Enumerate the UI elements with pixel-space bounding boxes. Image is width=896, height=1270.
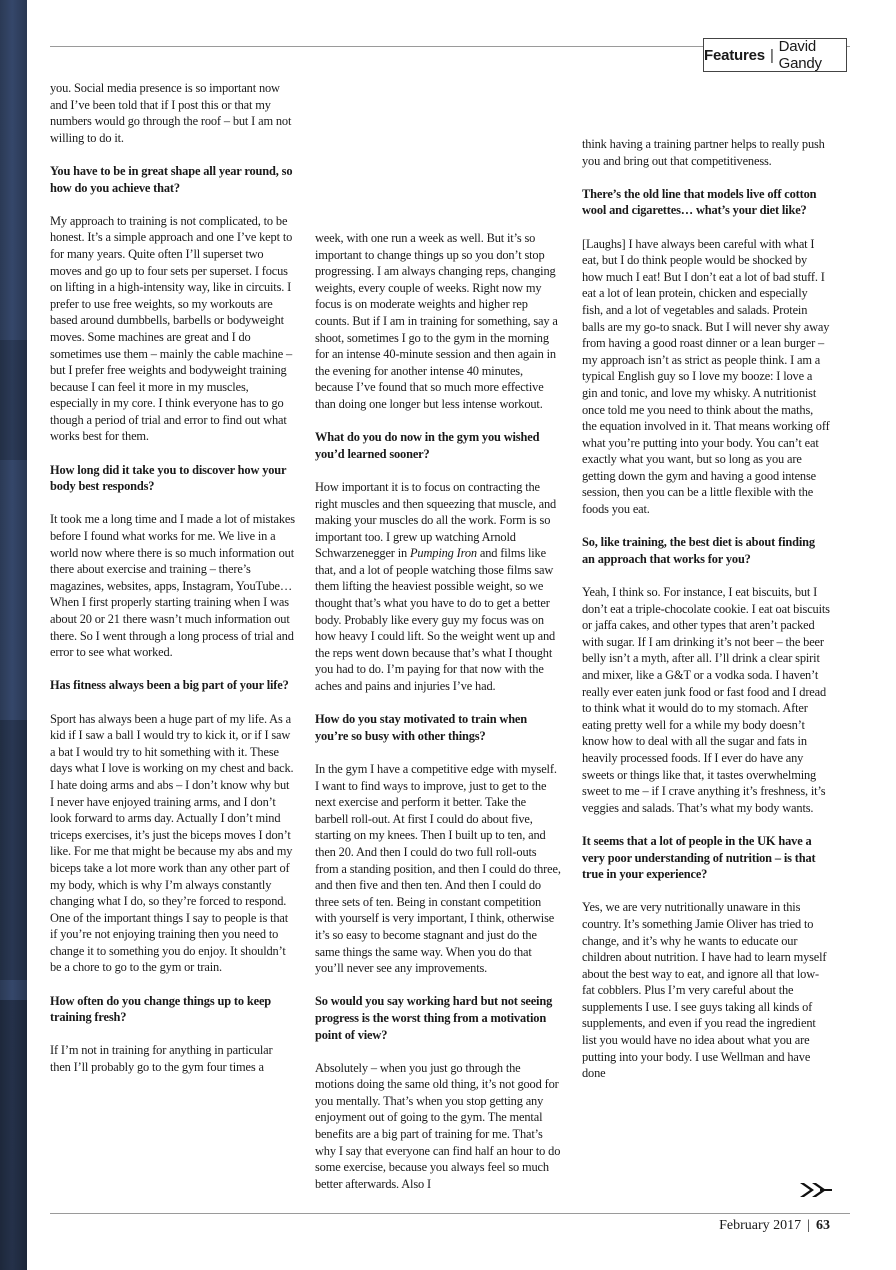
section-header (703, 38, 847, 72)
interview-answer: week, with one run a week as well. But it’s so important to change things up so you don’t stop progressing. I am always changing reps, changing weights, every couple of weeks. Right now my focus is on moderate weights and higher rep counts. But if I am in training for something, say a shoot, sometimes I go to the gym in the morning for an intense 40-minute session and then again in the evening for another intense 40 minutes, because I’ve found that so much more effective than doing one longer but less intense workout. (315, 231, 558, 411)
cover-photo-edge (0, 0, 27, 1270)
interview-answer: Yes, we are very nutritionally unaware in this country. It’s something Jamie Oliver has tried to change, and it’s why he wants to educate our children about nutrition. I have had to learn myself about the best way to eat, and ignore all that low-fat cobblers. Plus I’m very careful about the supplements I use. I see guys taking all kinds of supplements, and even if you read the ingredient list you would have no idea about what you are putting into your body. I use Wellman and have done (582, 900, 827, 1081)
interview-answer: My approach to training is not complicated, to be honest. It’s a simple approach and one I’ve kept to for many years. Quite often I’ll superset two moves and go up to four sets per superset. I focus on lifting in a high-intensity way, like in circuits. I prefer to use free weights, so my workouts are based around dumbbells, barbells or bodyweight moves. Some machines are great and I do sometimes use them – mainly the cable machine – but I prefer free weights and bodyweight training because I can feel it more in my muscles, especially in my core. I think everyone has to go though a period of trial and error to find out what works best for them. (50, 213, 293, 444)
interview-question: Has fitness always been a big part of your life? (50, 678, 289, 693)
interview-question: What do you do now in the gym you wished you’d learned sooner? (315, 430, 540, 461)
interview-answer: [Laughs] I have always been careful with what I eat, but I do think people would be shocked by how much I eat! But I don’t eat a lot of bad stuff. I eat a lot of lean protein, chicken and especially fish, and a lot of vegetables and salads. Protein balls are my go-to snack. But I will never shy away from having a good roast dinner or a lean burger – my approach isn’t as strict as people think. I am a typical English guy so I love my booze: I love a gin and tonic, and love my whisky. A nutritionist once told me you need to think about the maths, the equation involved in it. That means working off what you’re putting into your body. You can’t eat exactly what you want, but so long as you are getting down the gym and having a good intense session, then you can be a little flexible with the foods you eat. (582, 236, 830, 517)
continue-arrow-icon (798, 1180, 834, 1200)
interview-answer: How important it is to focus on contracting the right muscles and then squeezing that muscle, and making your muscles do all the work. Form is so important too. I grew up watching Arnold Schwarzenegger in Pumping Iron and films like that, and a lot of people watching those films saw them lifting the heaviest possible weight, so we thought that’s what you have to do to get a better body. Probably like every guy my focus was on how heavy I could lift. So the weight went up and the reps went down because that’s what I thought you had to do. I’m paying for that now with the aches and pains and injuries I’ve had. (315, 479, 557, 694)
issue-date: February 2017 (719, 1218, 802, 1233)
column-2 (315, 230, 561, 1209)
interview-answer: you. Social media presence is so important now and I’ve been told that if I post this or that my numbers would go through the roof – but I am not willing to do it. (50, 81, 292, 145)
interview-answer: In the gym I have a competitive edge with myself. I want to find ways to improve, just to get to the next exercise and perform it better. Take the barbell roll-out. At first I could do about five, starting on my knees. Then I built up to ten, and then 20. And then I could do two full roll-outs from a standing position, and then I could do three, and then five and then ten. And then I could do three sets of ten. Being in constant competition with yourself is very important, I think, otherwise it’s so easy to become stagnant and just do the same things the same way. When you do that you’ll never see any improvements. (315, 762, 561, 976)
interview-question: So would you say working hard but not seeing progress is the worst thing from a motivation point of view? (315, 994, 553, 1042)
column-3 (582, 136, 830, 1098)
interview-answer: It took me a long time and I made a lot of mistakes before I found what works for me. We live in a world now where there is so much information out there about exercise and training – there’s magazines, websites, apps, Instagram, YouTube… When I first properly starting training when I was about 20 or 21 there wasn’t much information out there. So I went through a long process of trial and error to see what worked. (50, 512, 295, 660)
interview-answer: Absolutely – when you just go through the motions doing the same old thing, it’s not good for you mentally. That’s when you stop getting any enjoyment out of going to the gym. The mental benefits are a big part of training for me. That’s why I say that everyone can find half an hour to do some exercise, because you always feel so much better afterwards. Also I (315, 1060, 561, 1191)
interview-question: You have to be in great shape all year round, so how do you achieve that? (50, 163, 293, 195)
footer-separator: | (807, 1218, 810, 1233)
interview-answer: Sport has always been a huge part of my life. As a kid if I saw a ball I would try to kick it, or if I saw a bat I would try to hit something with it. These days what I love is working on my chest and back. I hate doing arms and abs – I don’t know why but I never have enjoyed training arms, and I don’t look forward to arms day. Actually I don’t mind triceps exercises, it’s just the biceps moves I don’t like. For me that might be because my abs and my biceps take a lot more work than any other part of my body, which is why I’m always constantly changing what I do, so they’re forced to respond. One of the important things I say to people is that if you’re not enjoying training then you need to change it to something you do enjoy. It shouldn’t be a chore to go to the gym or train. (50, 711, 294, 975)
interview-question: So, like training, the best diet is about finding an approach that works for you? (582, 535, 815, 566)
interview-answer: Yeah, I think so. For instance, I eat biscuits, but I don’t eat a triple-chocolate cookie. I eat oat biscuits or jaffa cakes, and other types that aren’t packed with sugar. If I am drinking it’s not beer – the beer belly isn’t a myth, after all. I’ll drink a clear spirit and mixer, like a G&T or a vodka soda. I haven’t really ever eaten junk food or fast food and I dread to think what it would do to my stomach. After eating pretty well for a while my body doesn’t know how to deal with all the sugar and fats in heavily processed foods. If I ever do have any sweets or things like that, it tastes overwhelming sweet to me – if I crave anything it’s freshness, it’s veggies and salads. That’s what my body wants. (582, 585, 830, 815)
bottom-rule (50, 1213, 850, 1214)
header-separator: | (769, 46, 774, 64)
section-label: Features (704, 46, 765, 64)
interview-question: How do you stay motivated to train when you’re so busy with other things? (315, 712, 528, 743)
page-number: 63 (816, 1218, 830, 1233)
interview-answer: If I’m not in training for anything in particular then I’ll probably go to the gym four times a (50, 1043, 273, 1075)
interview-question: How long did it take you to discover how your body best responds? (50, 462, 287, 494)
interview-question: There’s the old line that models live off cotton wool and cigarettes… what’s your diet like? (582, 186, 817, 218)
column-1 (50, 80, 296, 1092)
interview-answer: think having a training partner helps to really push you and bring out that competitiveness. (582, 137, 825, 168)
interview-question: It seems that a lot of people in the UK have a very poor understanding of nutrition – is that true in your experience? (582, 833, 816, 882)
interview-question: How often do you change things up to keep training fresh? (50, 993, 272, 1025)
article-subject: David Gandy (778, 38, 822, 72)
page-footer (719, 1218, 830, 1234)
